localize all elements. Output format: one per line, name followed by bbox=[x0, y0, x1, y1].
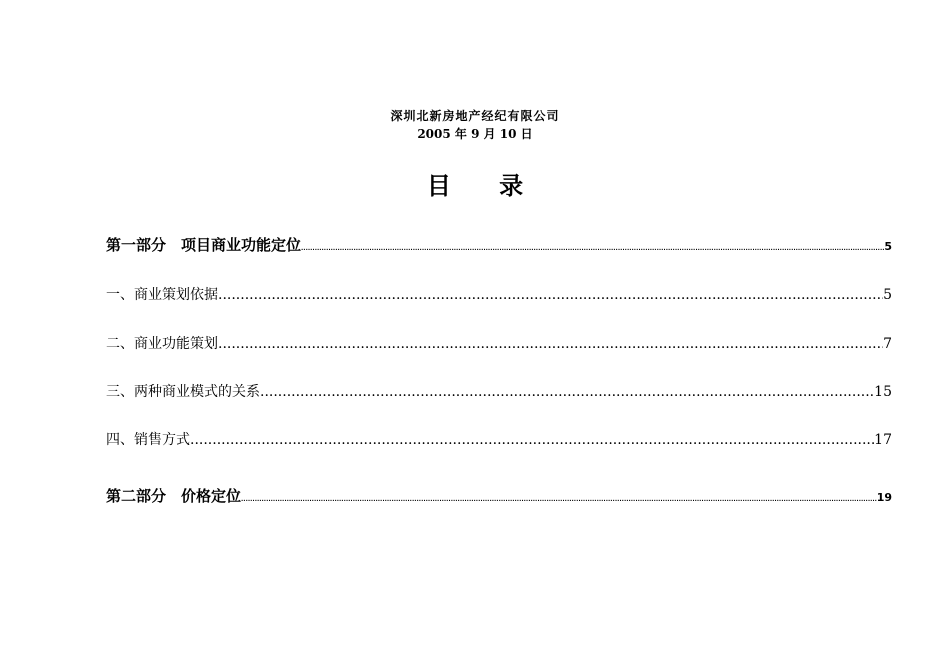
toc-entry-section-4[interactable] bbox=[106, 429, 892, 449]
toc-entry-part-2[interactable] bbox=[106, 485, 892, 506]
toc-entry-label: 二、商业功能策划 bbox=[106, 336, 218, 352]
toc-dot-leader bbox=[218, 287, 883, 303]
toc-page-number: 5 bbox=[884, 240, 892, 253]
toc-page-number: 15 bbox=[874, 384, 892, 400]
toc-dot-leader bbox=[241, 496, 877, 503]
toc-entry-label: 三、两种商业模式的关系 bbox=[106, 384, 260, 400]
toc-entry-section-3[interactable] bbox=[106, 381, 892, 401]
document-date: 2005 年 9 月 10 日 bbox=[417, 127, 533, 141]
toc-page-number: 19 bbox=[876, 491, 892, 504]
toc-entry-label: 第一部分 项目商业功能定位 bbox=[106, 236, 302, 254]
toc-title: 目 录 bbox=[426, 171, 544, 200]
toc-page-number: 17 bbox=[874, 432, 892, 448]
toc-dot-leader bbox=[260, 384, 874, 400]
toc-dot-leader bbox=[301, 245, 884, 252]
toc-entry-label: 第二部分 价格定位 bbox=[106, 487, 242, 505]
toc-page-number: 5 bbox=[883, 287, 892, 303]
toc-entry-section-1[interactable] bbox=[106, 284, 892, 304]
toc-entry-label: 一、商业策划依据 bbox=[106, 287, 218, 303]
toc-entry-label: 四、销售方式 bbox=[106, 432, 190, 448]
toc-dot-leader bbox=[218, 336, 883, 352]
toc-dot-leader bbox=[190, 432, 874, 448]
toc-entry-part-1[interactable] bbox=[106, 234, 892, 255]
company-name: 深圳北新房地产经纪有限公司 bbox=[390, 109, 560, 123]
toc-entry-section-2[interactable] bbox=[106, 333, 892, 353]
toc-page-number: 7 bbox=[883, 336, 892, 352]
